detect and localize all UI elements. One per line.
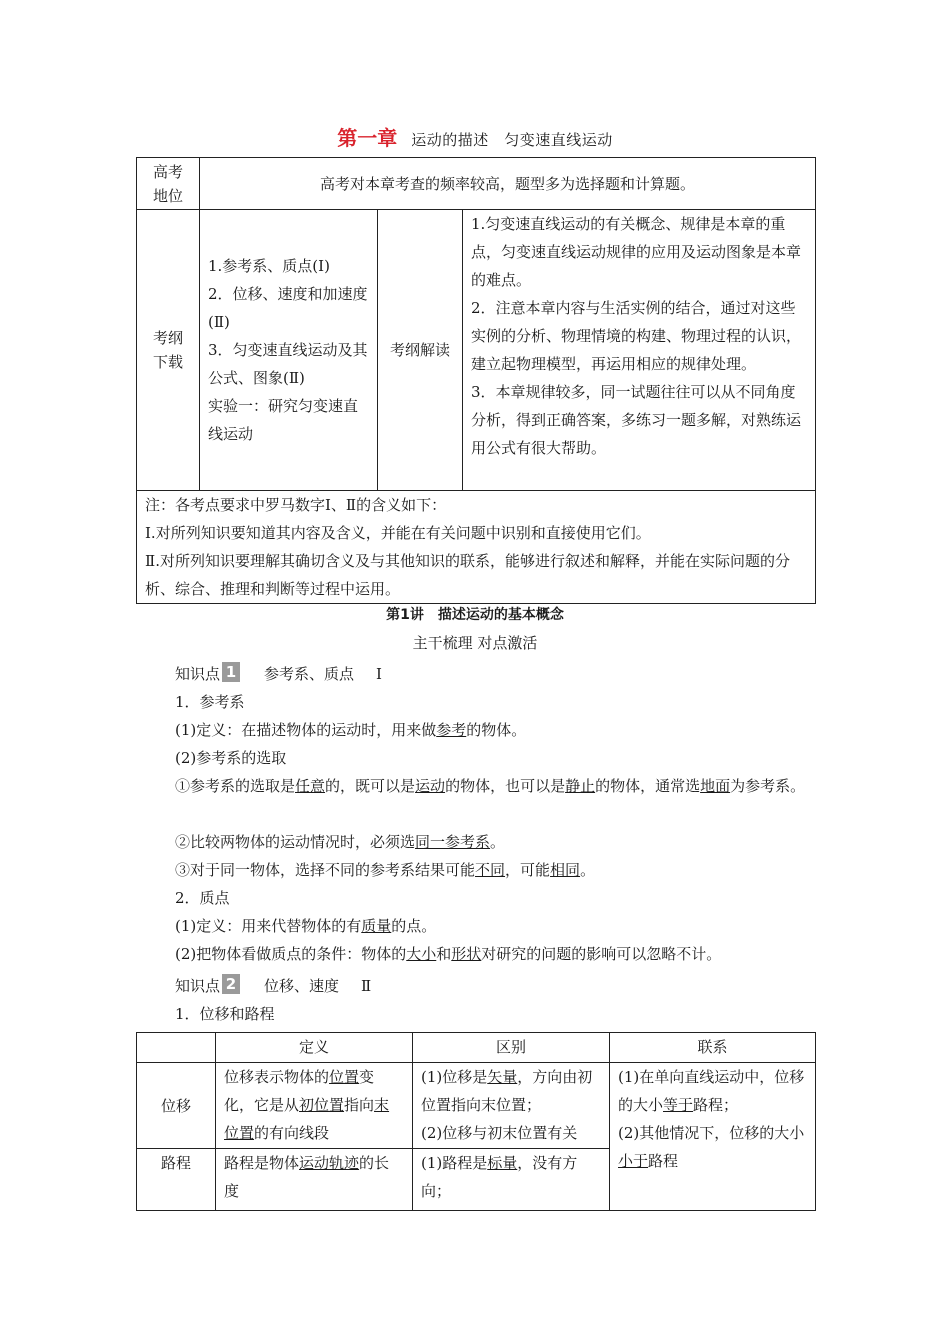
text: (1)在单向直线运动中，位移的大小 xyxy=(618,1068,805,1114)
syllabus-label: 考纲下载 xyxy=(137,210,200,491)
underlined-answer: 运动 xyxy=(415,777,446,795)
chapter-label: 第一章 xyxy=(337,126,398,150)
relation-line xyxy=(618,1063,807,1119)
text: 和 xyxy=(436,945,452,963)
interpretation-label: 考纲解读 xyxy=(378,210,463,491)
note-line: Ⅱ.对所列知识要理解其确切含义及与其他知识的联系，能够进行叙述和解释，并能在实际问题的分析、综合、推理和判断等过程中运用。 xyxy=(145,552,790,598)
text: (1)定义：在描述物体的运动时，用来做 xyxy=(175,721,437,739)
point-3 xyxy=(137,856,855,884)
syllabus-items xyxy=(200,210,378,491)
underlined-answer: 末位置 xyxy=(224,1096,390,1142)
section-heading: 1．参考系 xyxy=(175,693,245,711)
underlined-answer: 地面 xyxy=(700,777,731,795)
text: 的点。 xyxy=(391,917,437,935)
underlined-answer: 标量 xyxy=(487,1154,518,1172)
underlined-answer: 不同 xyxy=(475,861,506,879)
row-label-displacement: 位移 xyxy=(137,1063,216,1149)
kp-prefix: 知识点 xyxy=(175,977,221,995)
syllabus-item: 2．位移、速度和加速度(Ⅱ) xyxy=(208,285,368,331)
text: 路程； xyxy=(693,1096,739,1114)
text: 的物体，也可以是 xyxy=(445,777,566,795)
text: (2)把物体看做质点的条件：物体的 xyxy=(175,945,407,963)
displacement-definition xyxy=(216,1063,413,1149)
relation-cell xyxy=(610,1063,816,1211)
point-1 xyxy=(137,772,817,800)
text: ①参考系的选取是 xyxy=(175,777,296,795)
underlined-answer: 相同 xyxy=(550,861,581,879)
knowledge-point-2-heading xyxy=(137,972,855,1000)
text: 的，既可以是 xyxy=(325,777,416,795)
text: ，方向由初位置指向末位置； xyxy=(421,1068,593,1114)
knowledge-point-1-heading xyxy=(137,660,855,688)
subsection-heading: (2)参考系的选取 xyxy=(175,749,287,767)
chapter-title xyxy=(0,122,950,151)
difference-line: (2)位移与初末位置有关 xyxy=(421,1124,578,1142)
underlined-answer: 小于 xyxy=(618,1152,649,1170)
text: ，没有方向； xyxy=(421,1154,578,1200)
underlined-answer: 初位置 xyxy=(299,1096,345,1114)
exam-position-label: 高考地位 xyxy=(137,158,200,210)
section-heading: 1．位移和路程 xyxy=(175,1005,275,1023)
underlined-answer: 形状 xyxy=(451,945,482,963)
kp-level: Ⅱ xyxy=(361,977,372,995)
section-heading: 2．质点 xyxy=(175,889,230,907)
roman-numeral-note xyxy=(137,491,816,604)
displacement-distance-table xyxy=(136,1032,816,1211)
text: (1)位移是 xyxy=(421,1068,488,1086)
interpretation-notes xyxy=(463,210,816,491)
note-line: Ⅰ.对所列知识要知道其内容及含义，并能在有关问题中识别和直接使用它们。 xyxy=(145,524,651,542)
underlined-answer: 参考 xyxy=(436,721,467,739)
underlined-answer: 矢量 xyxy=(487,1068,518,1086)
distance-definition xyxy=(216,1149,413,1211)
underlined-answer: 运动轨迹 xyxy=(299,1154,360,1172)
interpretation-note: 3．本章规律较多，同一试题往往可以从不同角度分析，得到正确答案，多练习一题多解，对熟练运用公式有很大帮助。 xyxy=(471,383,802,457)
text: (1)定义：用来代替物体的有 xyxy=(175,917,362,935)
text: 对研究的问题的影响可以忽略不计。 xyxy=(481,945,722,963)
text: 的物体。 xyxy=(466,721,527,739)
definition-line xyxy=(137,912,855,940)
underlined-answer: 位置 xyxy=(329,1068,360,1086)
text: (2)其他情况下，位移的大小 xyxy=(618,1124,805,1142)
syllabus-item: 1.参考系、质点(Ⅰ) xyxy=(208,257,330,275)
text: (1)路程是 xyxy=(421,1154,488,1172)
displacement-difference xyxy=(413,1063,610,1149)
underlined-answer: 质量 xyxy=(361,917,392,935)
kp-title: 参考系、质点 xyxy=(264,665,355,683)
underlined-answer: 静止 xyxy=(565,777,596,795)
header-definition: 定义 xyxy=(216,1033,413,1063)
text: 的有向线段 xyxy=(254,1124,330,1142)
row-label-distance: 路程 xyxy=(137,1149,216,1211)
text: 路程 xyxy=(648,1152,679,1170)
interpretation-note: 2．注意本章内容与生活实例的结合，通过对这些实例的分析、物理情境的构建、物理过程的认识，建立起物理模型，再运用相应的规律处理。 xyxy=(471,299,802,373)
number-badge-1: 1 xyxy=(222,662,240,682)
syllabus-table xyxy=(136,157,816,604)
underlined-answer: 等于 xyxy=(663,1096,694,1114)
point-2 xyxy=(137,828,855,856)
lecture-subtitle: 主干梳理 对点激活 xyxy=(412,634,538,652)
syllabus-item: 3．匀变速直线运动及其公式、图象(Ⅱ) xyxy=(208,341,368,387)
relation-line xyxy=(618,1119,807,1175)
text: ③对于同一物体，选择不同的参考系结果可能 xyxy=(175,861,476,879)
kp-prefix: 知识点 xyxy=(175,665,221,683)
text: ，可能 xyxy=(505,861,551,879)
text: 。 xyxy=(490,833,506,851)
header-difference: 区别 xyxy=(413,1033,610,1063)
text: 指向 xyxy=(344,1096,375,1114)
underlined-answer: 大小 xyxy=(406,945,437,963)
interpretation-note: 1.匀变速直线运动的有关概念、规律是本章的重点，匀变速直线运动规律的应用及运动图象是本章的难点。 xyxy=(471,215,802,289)
kp-title: 位移、速度 xyxy=(264,977,340,995)
condition-line xyxy=(137,940,855,968)
chapter-name: 运动的描述 匀变速直线运动 xyxy=(411,131,613,149)
distance-difference xyxy=(413,1149,610,1211)
definition-line xyxy=(137,716,855,744)
number-badge-2: 2 xyxy=(222,974,240,994)
text: 位移表示物体的 xyxy=(224,1068,330,1086)
header-empty xyxy=(137,1033,216,1063)
syllabus-item: 实验一：研究匀变速直线运动 xyxy=(208,397,359,443)
text: 变化，它是从 xyxy=(224,1068,375,1114)
lecture-title: 第1讲 描述运动的基本概念 xyxy=(386,607,564,623)
text: 路程是物体 xyxy=(224,1154,300,1172)
difference-line xyxy=(421,1063,601,1119)
underlined-answer: 同一参考系 xyxy=(415,833,491,851)
header-relation: 联系 xyxy=(610,1033,816,1063)
exam-position-text: 高考对本章考查的频率较高，题型多为选择题和计算题。 xyxy=(200,158,816,210)
underlined-answer: 任意 xyxy=(295,777,326,795)
text: ②比较两物体的运动情况时，必须选 xyxy=(175,833,416,851)
kp-level: Ⅰ xyxy=(376,665,382,683)
text: 的长度 xyxy=(224,1154,390,1200)
note-line: 注：各考点要求中罗马数字Ⅰ、Ⅱ的含义如下： xyxy=(145,496,447,514)
text: 的物体，通常选 xyxy=(595,777,701,795)
text: 。 xyxy=(580,861,596,879)
text: 为参考系。 xyxy=(730,777,806,795)
